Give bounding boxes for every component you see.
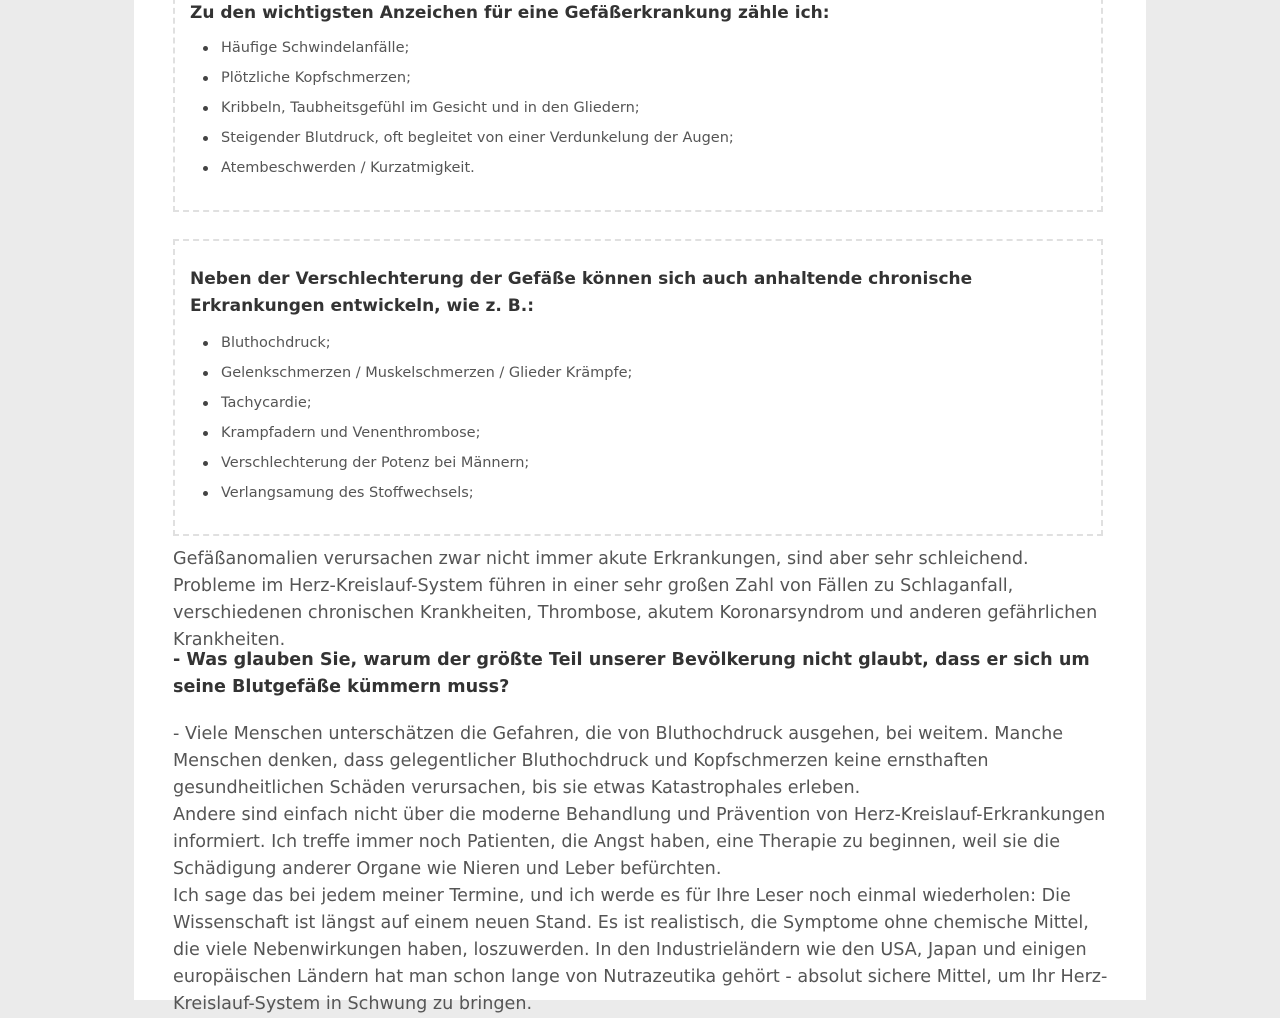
symptoms-box <box>173 0 1103 212</box>
list-item: Häufige Schwindelanfälle; <box>203 33 734 63</box>
symptoms-box-title: Zu den wichtigsten Anzeichen für eine Gefäßerkrankung zähle ich: <box>190 3 830 23</box>
answer-paragraph: Ich sage das bei jedem meiner Termine, und ich werde es für Ihre Leser noch einmal wiederholen: Die Wissenschaft ist längst auf einem neuen Stand. Es ist realistisch, die Symptome ohne chemische Mittel, die viele Nebenwirkungen haben, loszuwerden. In den Industrieländern wie den USA, Japan und einigen europäischen Ländern hat man schon lange von Nutrazeutika gehört - absolut sichere Mittel, um Ihr Herz-Kreislauf-System in Schwung zu bringen. <box>173 886 1108 1014</box>
list-item: Verlangsamung des Stoffwechsels; <box>203 478 632 508</box>
chronic-diseases-list <box>203 328 632 508</box>
list-item: Plötzliche Kopfschmerzen; <box>203 63 734 93</box>
list-item: Kribbeln, Taubheitsgefühl im Gesicht und in den Gliedern; <box>203 93 734 123</box>
list-item: Tachycardie; <box>203 388 632 418</box>
answer-paragraph: Andere sind einfach nicht über die moderne Behandlung und Prävention von Herz-Kreislauf-Erkrankungen informiert. Ich treffe immer noch Patienten, die Angst haben, eine Therapie zu beginnen, weil sie die Schädigung anderer Organe wie Nieren und Leber befürchten. <box>173 805 1106 879</box>
list-item: Atembeschwerden / Kurzatmigkeit. <box>203 153 734 183</box>
list-item: Steigender Blutdruck, oft begleitet von einer Verdunkelung der Augen; <box>203 123 734 153</box>
symptoms-list <box>203 33 734 183</box>
list-item: Krampfadern und Venenthrombose; <box>203 418 632 448</box>
interview-question: - Was glauben Sie, warum der größte Teil unserer Bevölkerung nicht glaubt, dass er sich um seine Blutgefäße kümmern muss? <box>173 650 1090 697</box>
answer-paragraph: - Viele Menschen unterschätzen die Gefahren, die von Bluthochdruck ausgehen, bei weitem. Manche Menschen denken, dass gelegentlicher Bluthochdruck und Kopfschmerzen keine ernsthaften gesundheitlichen Schäden verursachen, bis sie etwas Katastrophales erleben. <box>173 724 1064 798</box>
list-item: Verschlechterung der Potenz bei Männern; <box>203 448 632 478</box>
chronic-diseases-box-title: Neben der Verschlechterung der Gefäße können sich auch anhaltende chronische Erkrankungen entwickeln, wie z. B.: <box>190 269 973 316</box>
article-page <box>134 0 1146 1014</box>
list-item: Gelenkschmerzen / Muskelschmerzen / Glieder Krämpfe; <box>203 358 632 388</box>
body-paragraph: Gefäßanomalien verursachen zwar nicht immer akute Erkrankungen, sind aber sehr schleichend. Probleme im Herz-Kreislauf-System führen in einer sehr großen Zahl von Fällen zu Schlaganfall, verschiedenen chronischen Krankheiten, Thrombose, akutem Koronarsyndrom und anderen gefährlichen Krankheiten. <box>173 549 1098 650</box>
chronic-diseases-box <box>173 239 1103 536</box>
list-item: Bluthochdruck; <box>203 328 632 358</box>
